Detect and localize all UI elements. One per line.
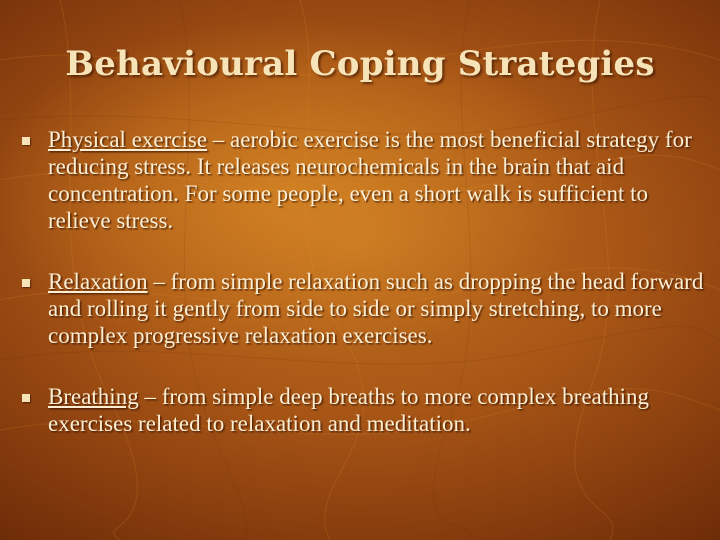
bullet-text: – from simple deep breaths to more complex breathing exercises related to relaxation and meditation. xyxy=(48,384,650,436)
square-bullet-icon xyxy=(22,394,30,402)
bullet-text: – aerobic exercise is the most beneficial strategy for reducing stress. It releases neurochemicals in the brain that aid concentration. For some people, even a short walk is sufficient to relieve stress. xyxy=(48,127,692,233)
square-bullet-icon xyxy=(22,137,30,145)
bullet-term: Physical exercise xyxy=(48,127,208,152)
square-bullet-icon xyxy=(22,279,30,287)
slide-title: Behavioural Coping Strategies xyxy=(65,44,655,84)
bullet-term: Breathing xyxy=(48,384,139,409)
bullet-term: Relaxation xyxy=(48,269,148,294)
bullet-item-physical-exercise xyxy=(22,126,706,234)
bullet-list xyxy=(22,126,706,437)
bullet-text: – from simple relaxation such as dropping the head forward and rolling it gently from side to side or simply stretching, to more complex progressive relaxation exercises. xyxy=(48,269,704,348)
bullet-item-relaxation xyxy=(22,268,706,349)
bullet-item-breathing xyxy=(22,383,706,437)
